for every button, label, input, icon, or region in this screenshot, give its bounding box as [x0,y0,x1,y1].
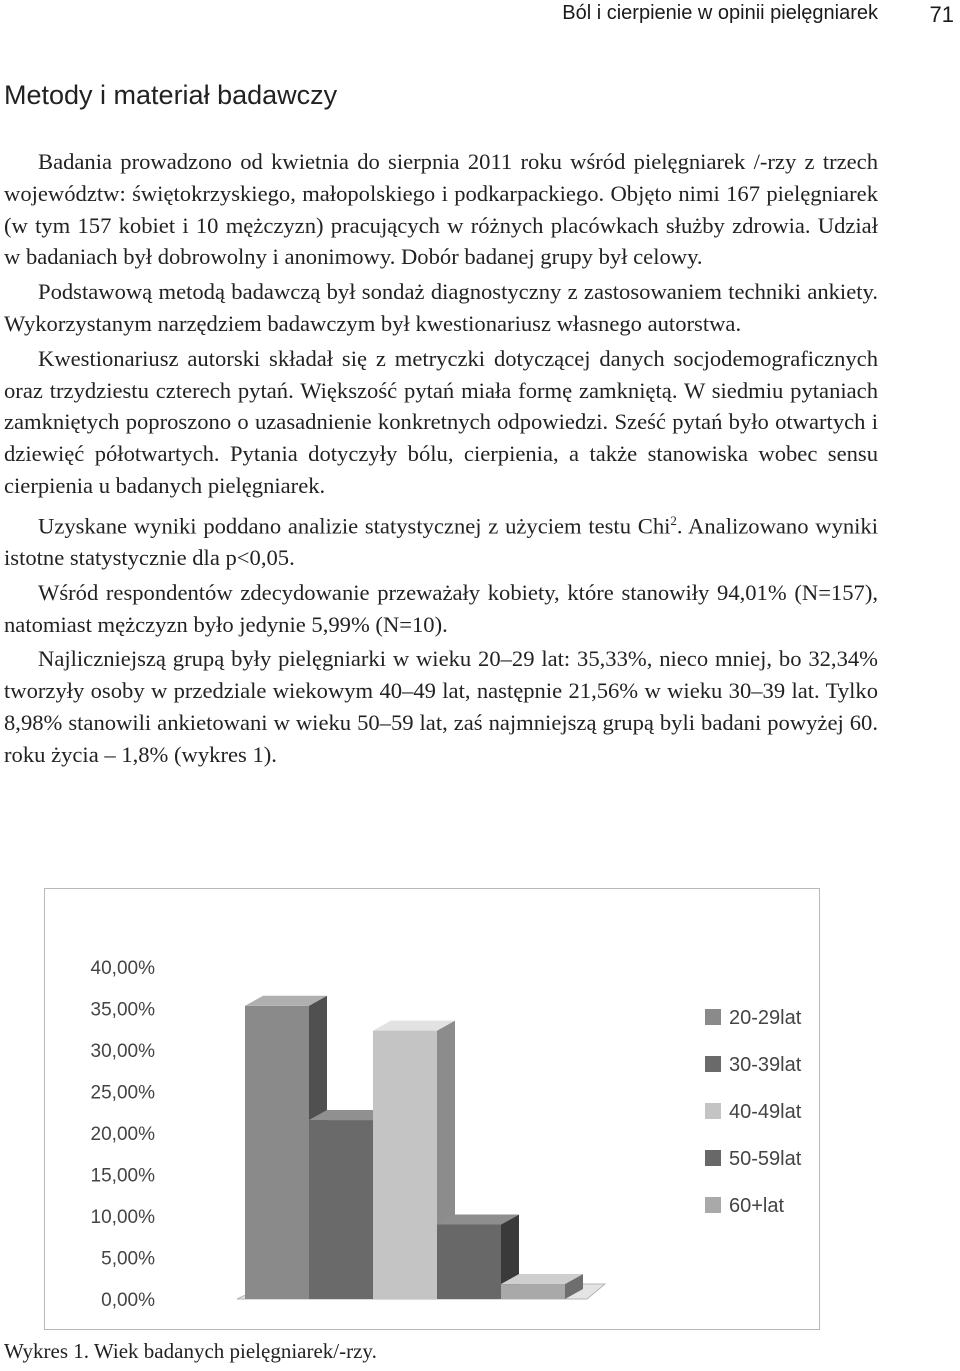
legend-label: 20-29lat [729,1007,802,1029]
age-chart-svg [45,889,818,1328]
bar [309,1120,373,1299]
y-tick-label: 5,00% [101,1248,155,1270]
body-text [4,146,878,771]
paragraph-statistics [4,505,878,574]
legend-label: 50-59lat [729,1148,802,1170]
legend-swatch [705,1056,721,1072]
chart-legend [705,1007,802,1217]
paragraph-age: Najliczniejszą grupą były pielęgniarki w wieku 20–29 lat: 35,33%, nieco mniej, bo 32,34% tworzyły osoby w przedziale wiekowym 40–49 lat, następnie 21,56% w wieku 30–39 lat. Tylko 8,98% stanowili ankietowani w wieku 50–59 lat, zaś najmniejszą grupą byli badani powyżej 60. roku życia – 1,8% (wykres 1). [4,646,878,767]
paragraph-gender: Wśród respondentów zdecydowanie przeważały kobiety, które stanowiły 94,01% (N=157), natomiast mężczyzn było jedynie 5,99% (N=10). [4,579,878,637]
page-number: 71 [929,2,954,27]
legend-swatch [705,1103,721,1119]
bar [373,1031,437,1299]
legend-swatch [705,1197,721,1213]
legend-swatch [705,1150,721,1166]
legend-label: 60+lat [729,1195,785,1217]
y-tick-label: 25,00% [90,1082,155,1104]
statistics-text: Uzyskane wyniki poddano analizie statystycznej z użyciem testu Chi [38,513,671,539]
y-tick-label: 35,00% [90,999,155,1021]
chart-bars [245,996,583,1299]
paragraph-methods: Badania prowadzono od kwietnia do sierpnia 2011 roku wśród pielęgniarek /-rzy z trzech województw: świętokrzyskiego, małopolskiego i podkarpackiego. Objęto nimi 167 pielęgniarek (w tym 157 kobiet i 10 mężczyzn) pracujących w różnych placówkach służby zdrowia. Udział w badaniach był dobrowolny i anonimowy. Dobór badanej grupy był celowy. [4,149,878,270]
y-tick-label: 20,00% [90,1124,155,1145]
y-tick-label: 10,00% [90,1207,155,1228]
running-title: Ból i cierpienie w opinii pielęgniarek [562,2,878,24]
age-chart [44,888,820,1330]
running-header [0,0,960,30]
y-tick-label: 0,00% [101,1290,155,1311]
section-heading: Metody i materiał badawczy [4,80,338,110]
legend-swatch [705,1009,721,1025]
bar [437,1224,501,1299]
y-axis-ticks [91,958,156,1311]
y-tick-label: 40,00% [90,958,155,979]
legend-label: 30-39lat [729,1054,802,1076]
chi-exponent: 2 [670,512,677,528]
y-tick-label: 30,00% [90,1041,155,1062]
paragraph-questionnaire: Kwestionariusz autorski składał się z metryczki dotyczącej danych socjodemograficznych oraz trzydziestu czterech pytań. Większość pytań miała formę zamkniętą. W siedmiu pytaniach zamkniętych poproszono o uzasadnienie konkretnych odpowiedzi. Sześć pytań było otwartych i dziewięć półotwartych. Pytania dotyczyły bólu, cierpienia, a także stanowiska wobec sensu cierpienia u badanych pielęgniarek. [4,345,878,498]
bar [501,1284,565,1299]
paragraph-survey: Podstawową metodą badawczą był sondaż diagnostyczny z zastosowaniem techniki ankiety. Wykorzystanym narzędziem badawczym był kwestionariusz własnego autorstwa. [4,279,878,336]
legend-label: 40-49lat [729,1101,802,1123]
statistics-text-end: . Analizowano wyniki istotne statystycznie dla p<0,05. [4,513,879,571]
y-tick-label: 15,00% [90,1165,155,1187]
bar [245,1006,309,1299]
figure-caption: Wykres 1. Wiek badanych pielęgniarek/-rzy. [4,1339,377,1363]
